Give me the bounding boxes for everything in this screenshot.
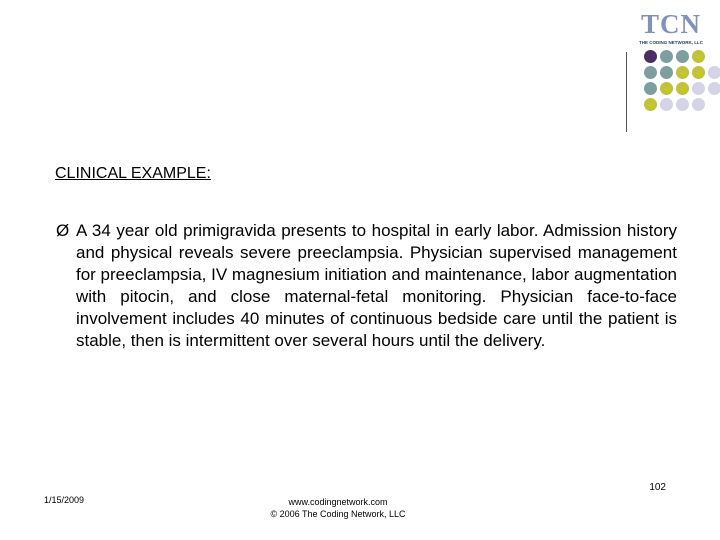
logo-subtitle: THE CODING NETWORK, LLC: [639, 40, 703, 45]
logo-title: TCN: [640, 9, 701, 39]
dot-teal: [676, 50, 689, 63]
dot-purple: [644, 50, 657, 63]
dot-teal: [644, 82, 657, 95]
footer-center: [238, 496, 438, 520]
clinical-example-paragraph: A 34 year old primigravida presents to hospital in early labor. Admission history and physical reveals severe preeclampsia. Physician supervised management for preeclampsia, IV magnesium initiation and maintenance, labor augmentation with pitocin, and close maternal-fetal monitoring. Physician face-to-face involvement includes 40 minutes of continuous bedside care until the patient is stable, then is intermittent over several hours until the delivery.: [76, 221, 678, 350]
dot-olive: [660, 82, 673, 95]
footer-website: www.codingnetwork.com: [288, 497, 388, 507]
footer-date: 1/15/2009: [44, 495, 85, 505]
decorative-divider-line: [626, 52, 627, 132]
decorative-dot-grid: [640, 48, 720, 120]
dot-lavender: [708, 66, 720, 79]
slide-heading: CLINICAL EXAMPLE:: [55, 165, 211, 182]
dot-olive: [644, 98, 657, 111]
arrow-check-bullet-icon: Ø: [56, 221, 70, 240]
footer-copyright: © 2006 The Coding Network, LLC: [270, 509, 406, 519]
dot-lavender: [692, 98, 705, 111]
dot-lavender: [676, 98, 689, 111]
dot-olive: [692, 66, 705, 79]
dot-lavender: [660, 98, 673, 111]
dot-lavender: [692, 82, 705, 95]
dot-teal: [660, 50, 673, 63]
page-number: 102: [649, 482, 666, 493]
dot-lavender: [708, 82, 720, 95]
dot-olive: [676, 66, 689, 79]
dot-teal: [660, 66, 673, 79]
dot-olive: [676, 82, 689, 95]
dot-teal: [644, 66, 657, 79]
dot-olive: [692, 50, 705, 63]
company-logo: [628, 10, 714, 50]
